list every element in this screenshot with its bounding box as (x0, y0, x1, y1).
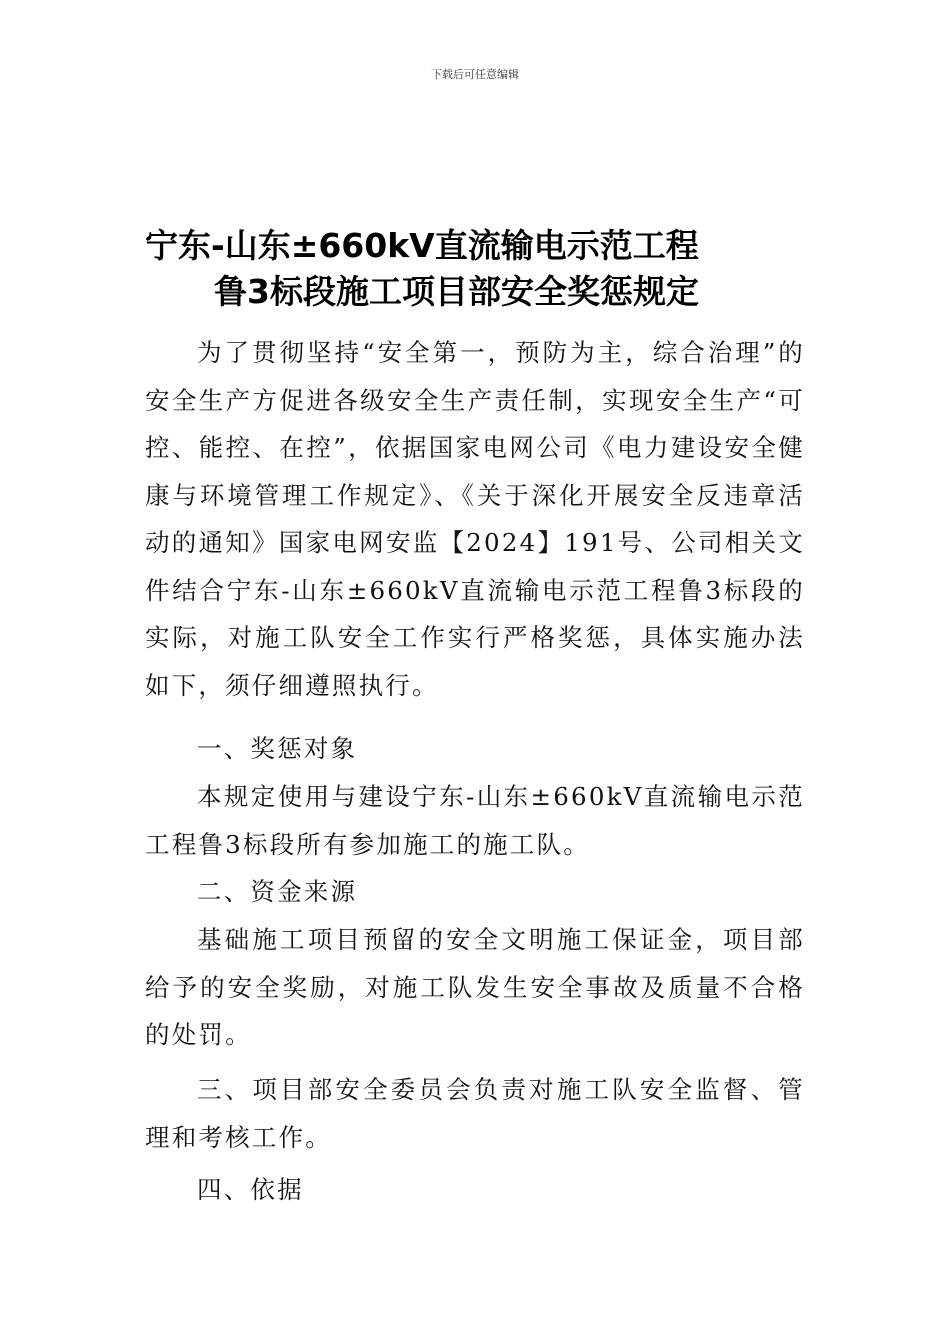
section-2-heading: 二、资金来源 (197, 877, 358, 906)
section-1-paragraph: 本规定使用与建设宁东-山东±660kV直流输电示范工程鲁3标段所有参加施工的施工队。 (145, 782, 805, 859)
document-title-line-1: 宁东-山东±660kV直流输电示范工程 (145, 226, 699, 265)
document-title-line-2: 鲁3标段施工项目部安全奖惩规定 (214, 272, 699, 311)
page-header-note: 下载后可任意编辑 (431, 68, 519, 81)
intro-paragraph: 为了贯彻坚持“安全第一，预防为主，综合治理”的安全生产方促进各级安全生产责任制，实现安全生产“可控、能控、在控”，依据国家电网公司《电力建设安全健康与环境管理工作规定》、《关于深化开展安全反违章活动的通知》国家电网安监【2024】191号、公司相关文件结合宁东-山东±660kV直流输电示范工程鲁3标段的实际，对施工队安全工作实行严格奖惩，具体实施办法如下，须仔细遵照执行。 (145, 338, 805, 700)
section-1-heading: 一、奖惩对象 (197, 734, 358, 763)
section-2-paragraph: 基础施工项目预留的安全文明施工保证金，项目部给予的安全奖励，对施工队发生安全事故及质量不合格的处罚。 (145, 925, 805, 1049)
section-4-heading: 四、依据 (197, 1175, 304, 1204)
section-3-paragraph: 三、项目部安全委员会负责对施工队安全监督、管理和考核工作。 (145, 1075, 805, 1152)
